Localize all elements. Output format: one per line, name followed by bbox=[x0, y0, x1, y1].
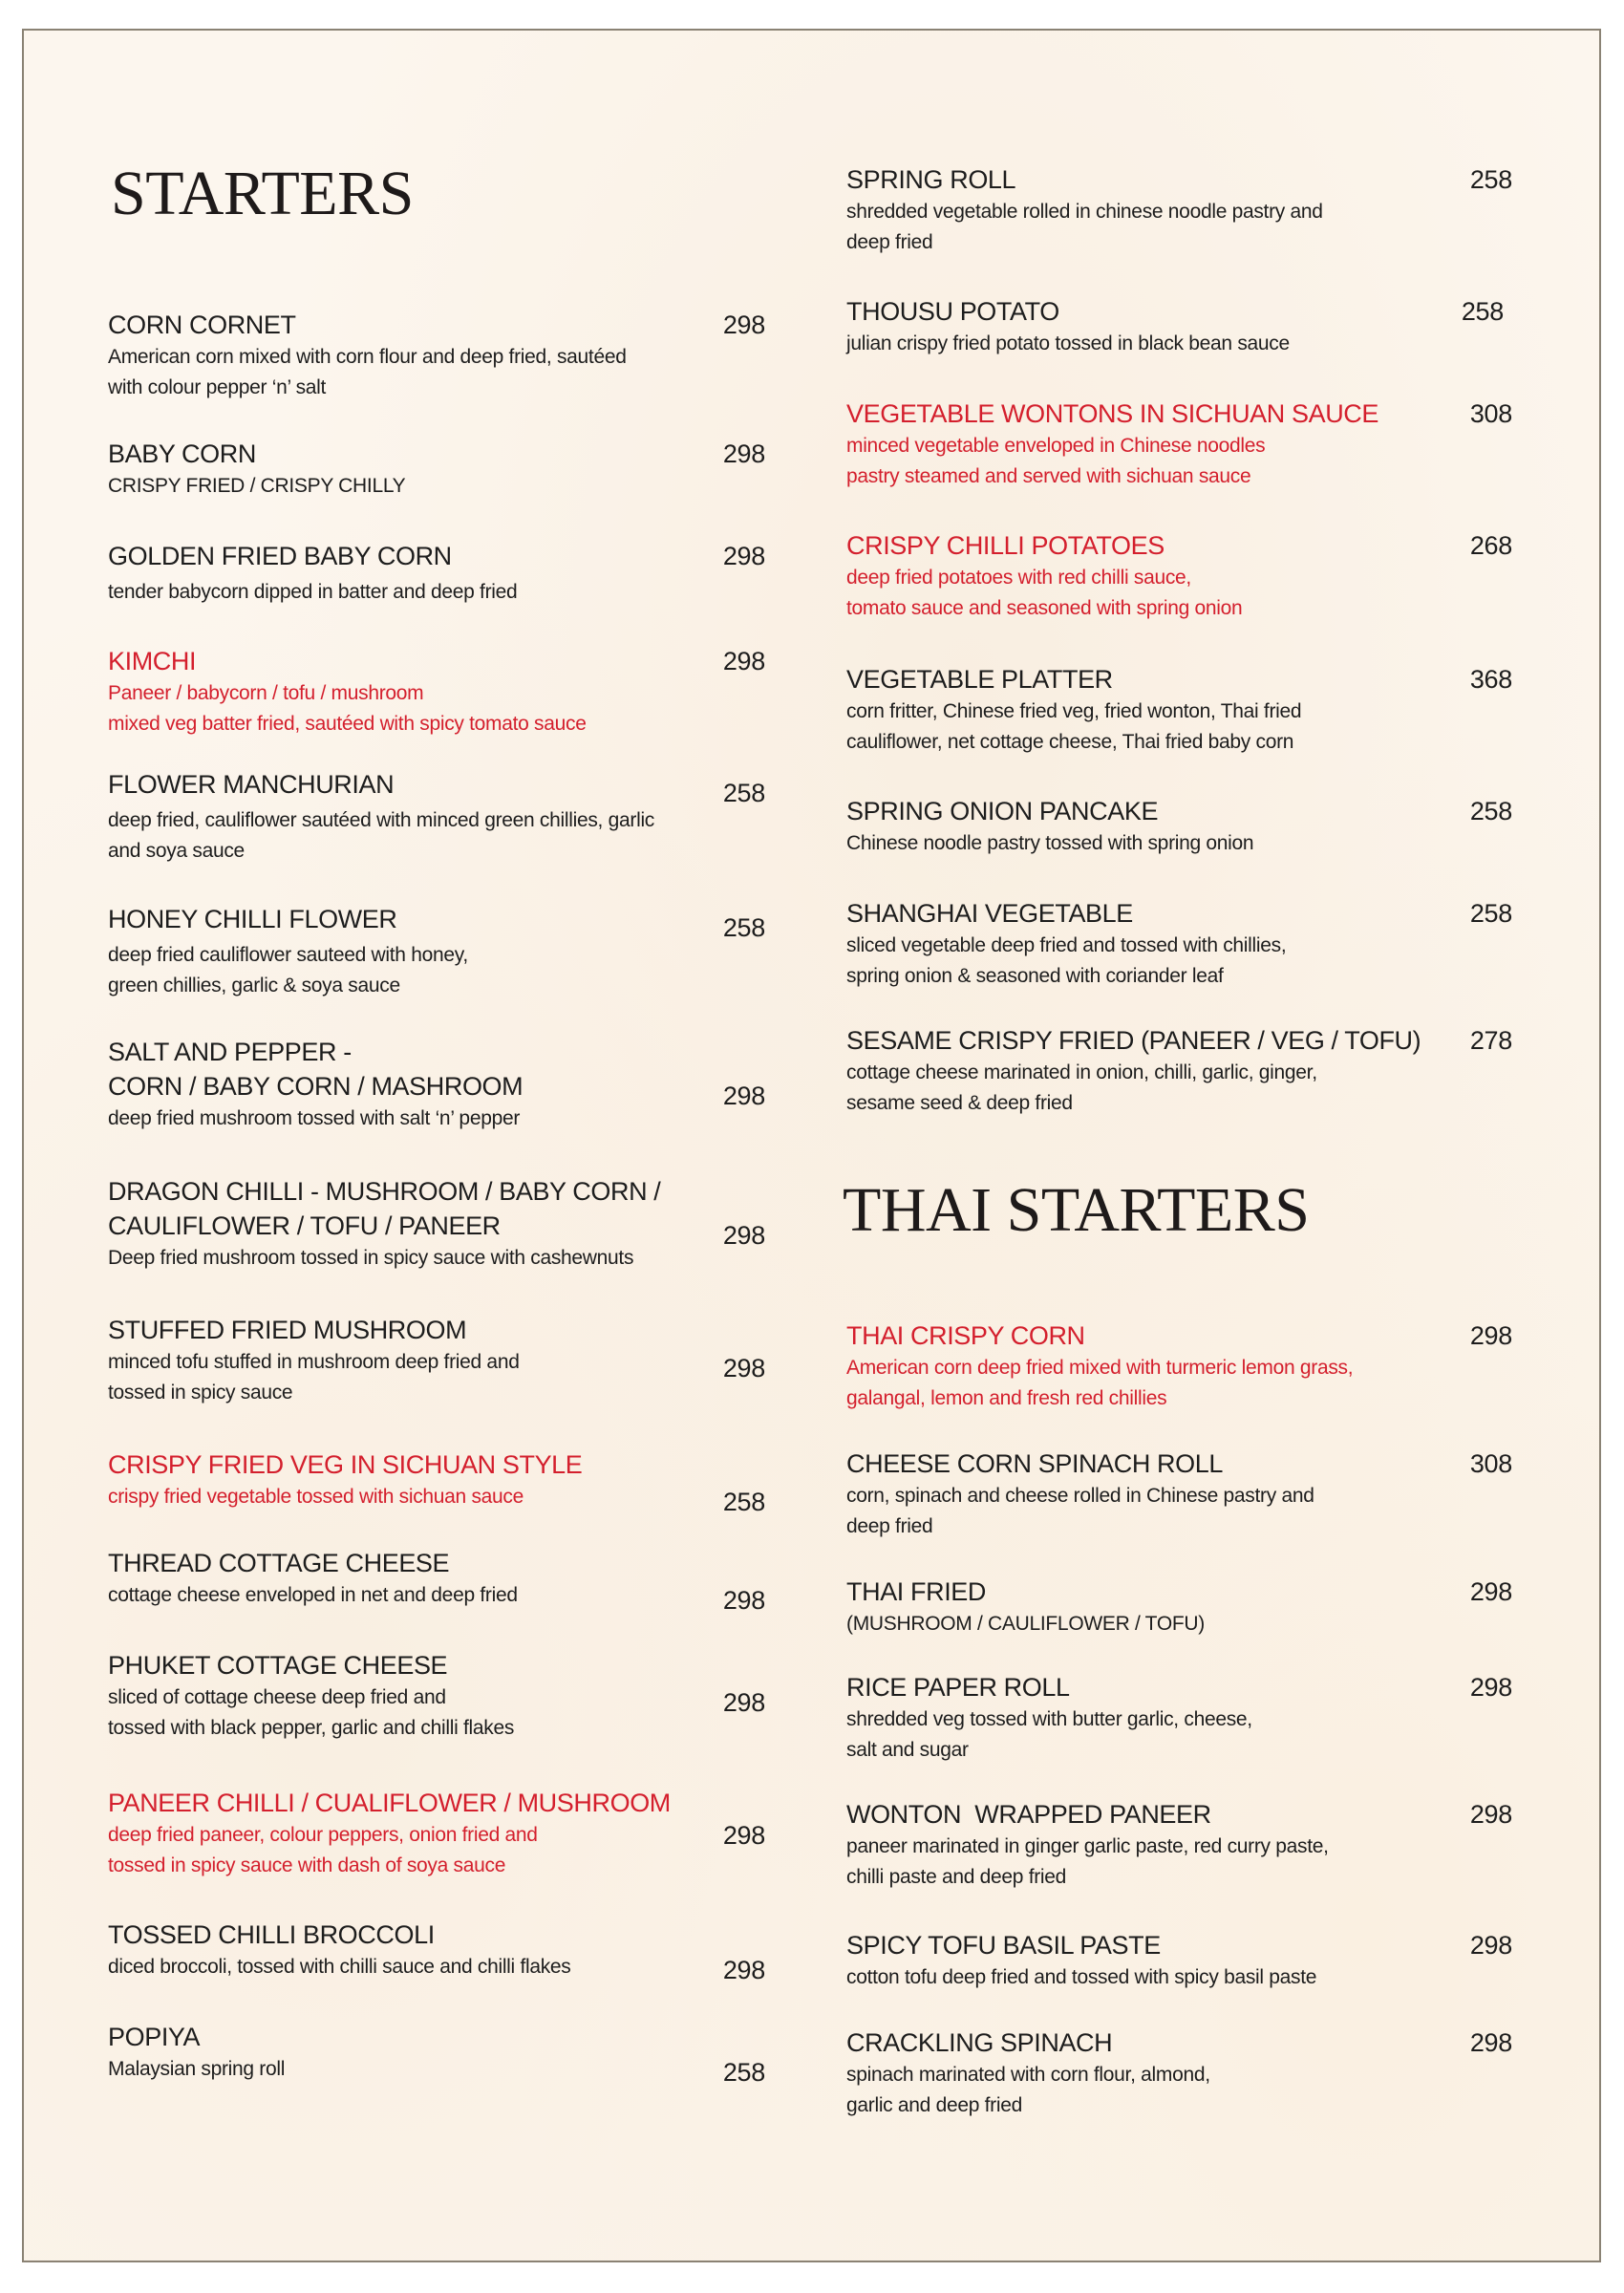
menu-item-phuket-cottage-cheese bbox=[108, 1648, 777, 1744]
item-name: RICE PAPER ROLL bbox=[846, 1673, 1070, 1702]
menu-item-vegetable-platter bbox=[846, 662, 1515, 758]
item-price: 368 bbox=[1469, 665, 1512, 694]
menu-item-kimchi bbox=[108, 644, 777, 739]
item-price: 258 bbox=[722, 913, 765, 942]
item-desc: deep fried bbox=[846, 231, 933, 253]
item-name: SHANGHAI VEGETABLE bbox=[846, 899, 1133, 928]
menu-item-thai-crispy-corn bbox=[846, 1318, 1515, 1414]
item-desc: shredded vegetable rolled in chinese noodle pastry and bbox=[846, 201, 1323, 223]
item-name: CHEESE CORN SPINACH ROLL bbox=[846, 1449, 1223, 1478]
item-name: CORN / BABY CORN / MASHROOM bbox=[108, 1072, 524, 1101]
item-desc: spinach marinated with corn flour, almond, bbox=[846, 2064, 1210, 2086]
item-desc: cauliflower, net cottage cheese, Thai fried baby corn bbox=[846, 731, 1294, 753]
item-price: 278 bbox=[1469, 1026, 1512, 1055]
item-desc: sliced of cottage cheese deep fried and bbox=[108, 1686, 446, 1708]
item-desc: American corn mixed with corn flour and deep fried, sautéed bbox=[108, 346, 627, 368]
item-price: 298 bbox=[722, 1956, 765, 1984]
item-desc: deep fried mushroom tossed with salt ‘n’ pepper bbox=[108, 1107, 521, 1129]
item-desc: tossed with black pepper, garlic and chilli flakes bbox=[108, 1717, 515, 1739]
item-name: GOLDEN FRIED BABY CORN bbox=[108, 542, 452, 570]
item-desc: tossed in spicy sauce bbox=[108, 1382, 293, 1404]
item-name: DRAGON CHILLI - MUSHROOM / BABY CORN / bbox=[108, 1177, 661, 1206]
menu-item-sesame-crispy-fried bbox=[846, 1023, 1515, 1119]
item-name: SESAME CRISPY FRIED (PANEER / VEG / TOFU) bbox=[846, 1026, 1421, 1055]
item-name: CRISPY CHILLI POTATOES bbox=[846, 531, 1165, 560]
item-name: STUFFED FRIED MUSHROOM bbox=[108, 1316, 467, 1344]
item-desc: spring onion & seasoned with coriander leaf bbox=[846, 965, 1224, 987]
menu-item-rice-paper-roll bbox=[846, 1670, 1515, 1766]
item-desc: crispy fried vegetable tossed with sichuan sauce bbox=[108, 1486, 524, 1508]
item-desc: Paneer / babycorn / tofu / mushroom bbox=[108, 682, 424, 704]
item-desc: deep fried bbox=[846, 1515, 933, 1537]
item-price: 258 bbox=[1469, 165, 1512, 194]
item-price: 298 bbox=[1469, 1800, 1512, 1829]
item-desc: deep fried paneer, colour peppers, onion fried and bbox=[108, 1824, 538, 1846]
item-desc: cottage cheese marinated in onion, chilli, garlic, ginger, bbox=[846, 1061, 1317, 1083]
item-desc: cotton tofu deep fried and tossed with spicy basil paste bbox=[846, 1966, 1317, 1988]
item-price: 298 bbox=[722, 311, 765, 339]
menu-item-spicy-tofu-basil-paste bbox=[846, 1928, 1515, 1993]
item-price: 258 bbox=[1469, 899, 1512, 928]
item-desc: chilli paste and deep fried bbox=[846, 1866, 1067, 1888]
item-name: CRISPY FRIED VEG IN SICHUAN STYLE bbox=[108, 1450, 583, 1479]
item-desc: paneer marinated in ginger garlic paste, red curry paste, bbox=[846, 1835, 1329, 1857]
item-desc: sliced vegetable deep fried and tossed with chillies, bbox=[846, 934, 1287, 956]
item-name: PHUKET COTTAGE CHEESE bbox=[108, 1651, 448, 1680]
item-desc: tossed in spicy sauce with dash of soya sauce bbox=[108, 1854, 506, 1876]
item-name: KIMCHI bbox=[108, 647, 197, 675]
item-price: 298 bbox=[722, 1586, 765, 1615]
menu-item-paneer-chilli bbox=[108, 1786, 777, 1881]
item-name: CRACKLING SPINACH bbox=[846, 2028, 1113, 2057]
item-desc: and soya sauce bbox=[108, 840, 245, 862]
menu-item-golden-fried-baby-corn bbox=[108, 539, 777, 608]
menu-item-corn-cornet bbox=[108, 308, 777, 403]
item-desc: corn fritter, Chinese fried veg, fried wonton, Thai fried bbox=[846, 700, 1302, 722]
section-title-thai-starters: THAI STARTERS bbox=[843, 1175, 1310, 1245]
item-desc: minced tofu stuffed in mushroom deep fried and bbox=[108, 1351, 520, 1373]
item-desc: deep fried cauliflower sauteed with honey, bbox=[108, 944, 468, 966]
menu-item-vegetable-wontons bbox=[846, 396, 1515, 492]
item-desc: salt and sugar bbox=[846, 1739, 969, 1761]
item-price: 298 bbox=[722, 1688, 765, 1717]
menu-item-baby-corn bbox=[108, 437, 777, 502]
menu-item-crackling-spinach bbox=[846, 2025, 1515, 2121]
item-price: 308 bbox=[1469, 399, 1512, 428]
item-desc: corn, spinach and cheese rolled in Chinese pastry and bbox=[846, 1485, 1314, 1507]
menu-item-shanghai-vegetable bbox=[846, 896, 1515, 992]
item-desc: green chillies, garlic & soya sauce bbox=[108, 975, 400, 996]
item-desc: tender babycorn dipped in batter and deep fried bbox=[108, 581, 518, 603]
menu-item-crispy-chilli-potatoes bbox=[846, 528, 1515, 624]
item-desc: julian crispy fried potato tossed in black bean sauce bbox=[846, 332, 1290, 354]
item-desc: Chinese noodle pastry tossed with spring onion bbox=[846, 832, 1254, 854]
item-desc: mixed veg batter fried, sautéed with spicy tomato sauce bbox=[108, 713, 587, 735]
menu-item-salt-and-pepper bbox=[108, 1035, 777, 1134]
item-name: THAI CRISPY CORN bbox=[846, 1321, 1085, 1350]
item-name: FLOWER MANCHURIAN bbox=[108, 770, 395, 799]
item-desc: galangal, lemon and fresh red chillies bbox=[846, 1387, 1167, 1409]
item-name: THOUSU POTATO bbox=[846, 297, 1059, 326]
menu-item-crispy-fried-veg-sichuan bbox=[108, 1447, 777, 1512]
item-name: SPRING ROLL bbox=[846, 165, 1016, 194]
item-price: 298 bbox=[1469, 2028, 1512, 2057]
menu-item-thousu-potato bbox=[846, 294, 1515, 359]
item-price: 298 bbox=[722, 1221, 765, 1250]
item-name: HONEY CHILLI FLOWER bbox=[108, 905, 397, 933]
item-desc: diced broccoli, tossed with chilli sauce and chilli flakes bbox=[108, 1956, 571, 1978]
item-desc: pastry steamed and served with sichuan sauce bbox=[846, 465, 1251, 487]
item-desc: deep fried, cauliflower sautéed with minced green chillies, garlic bbox=[108, 809, 655, 831]
item-price: 298 bbox=[1469, 1577, 1512, 1606]
item-desc: American corn deep fried mixed with turmeric lemon grass, bbox=[846, 1357, 1354, 1379]
menu-item-dragon-chilli bbox=[108, 1174, 777, 1274]
item-price: 298 bbox=[722, 1354, 765, 1382]
item-name: THAI FRIED bbox=[846, 1577, 987, 1606]
item-price: 298 bbox=[722, 647, 765, 675]
item-name: CAULIFLOWER / TOFU / PANEER bbox=[108, 1211, 501, 1240]
item-desc: Deep fried mushroom tossed in spicy sauce with cashewnuts bbox=[108, 1247, 634, 1269]
item-price: 268 bbox=[1469, 531, 1512, 560]
item-price: 298 bbox=[722, 1082, 765, 1110]
menu-item-cheese-corn-spinach-roll bbox=[846, 1447, 1515, 1542]
item-price: 298 bbox=[1469, 1321, 1512, 1350]
item-price: 308 bbox=[1469, 1449, 1512, 1478]
item-desc: garlic and deep fried bbox=[846, 2094, 1022, 2116]
item-name: TOSSED CHILLI BROCCOLI bbox=[108, 1920, 435, 1949]
menu-item-stuffed-fried-mushroom bbox=[108, 1313, 777, 1408]
item-desc: deep fried potatoes with red chilli sauce, bbox=[846, 567, 1191, 589]
item-name: VEGETABLE WONTONS IN SICHUAN SAUCE bbox=[846, 399, 1378, 428]
item-desc: Malaysian spring roll bbox=[108, 2058, 286, 2080]
item-name: PANEER CHILLI / CUALIFLOWER / MUSHROOM bbox=[108, 1789, 671, 1817]
item-price: 298 bbox=[722, 1821, 765, 1850]
item-name: VEGETABLE PLATTER bbox=[846, 665, 1113, 694]
item-desc: minced vegetable enveloped in Chinese noodles bbox=[846, 435, 1266, 457]
menu-item-honey-chilli-flower bbox=[108, 902, 777, 1001]
menu-item-spring-onion-pancake bbox=[846, 794, 1515, 859]
menu-item-thai-fried bbox=[846, 1575, 1515, 1639]
item-price: 258 bbox=[1469, 797, 1512, 825]
item-desc: tomato sauce and seasoned with spring onion bbox=[846, 597, 1243, 619]
menu-item-wonton-wrapped-paneer bbox=[846, 1797, 1515, 1893]
item-price: 258 bbox=[722, 779, 765, 807]
section-title-starters: STARTERS bbox=[111, 159, 414, 228]
item-desc: CRISPY FRIED / CRISPY CHILLY bbox=[108, 475, 406, 497]
menu-item-thread-cottage-cheese bbox=[108, 1546, 777, 1611]
item-name: SPRING ONION PANCAKE bbox=[846, 797, 1159, 825]
item-price: 258 bbox=[722, 2058, 765, 2087]
item-name: THREAD COTTAGE CHEESE bbox=[108, 1549, 450, 1577]
item-price: 298 bbox=[1469, 1673, 1512, 1702]
menu-item-flower-manchurian bbox=[108, 767, 777, 867]
item-desc: (MUSHROOM / CAULIFLOWER / TOFU) bbox=[846, 1613, 1205, 1635]
item-name: SPICY TOFU BASIL PASTE bbox=[846, 1931, 1161, 1960]
item-name: WONTON WRAPPED PANEER bbox=[846, 1800, 1211, 1829]
item-price: 298 bbox=[722, 542, 765, 570]
menu-item-tossed-chilli-broccoli bbox=[108, 1918, 777, 1982]
item-desc: sesame seed & deep fried bbox=[846, 1092, 1073, 1114]
item-price: 298 bbox=[722, 439, 765, 468]
item-price: 258 bbox=[722, 1488, 765, 1516]
menu-item-popiya bbox=[108, 2020, 777, 2085]
item-name: POPIYA bbox=[108, 2023, 201, 2051]
item-name: BABY CORN bbox=[108, 439, 256, 468]
item-price: 258 bbox=[1461, 297, 1504, 326]
item-desc: cottage cheese enveloped in net and deep fried bbox=[108, 1584, 518, 1606]
menu-item-spring-roll bbox=[846, 162, 1515, 258]
item-desc: shredded veg tossed with butter garlic, cheese, bbox=[846, 1708, 1252, 1730]
item-name: SALT AND PEPPER - bbox=[108, 1038, 352, 1066]
item-desc: with colour pepper ‘n’ salt bbox=[108, 376, 327, 398]
item-name: CORN CORNET bbox=[108, 311, 296, 339]
item-price: 298 bbox=[1469, 1931, 1512, 1960]
